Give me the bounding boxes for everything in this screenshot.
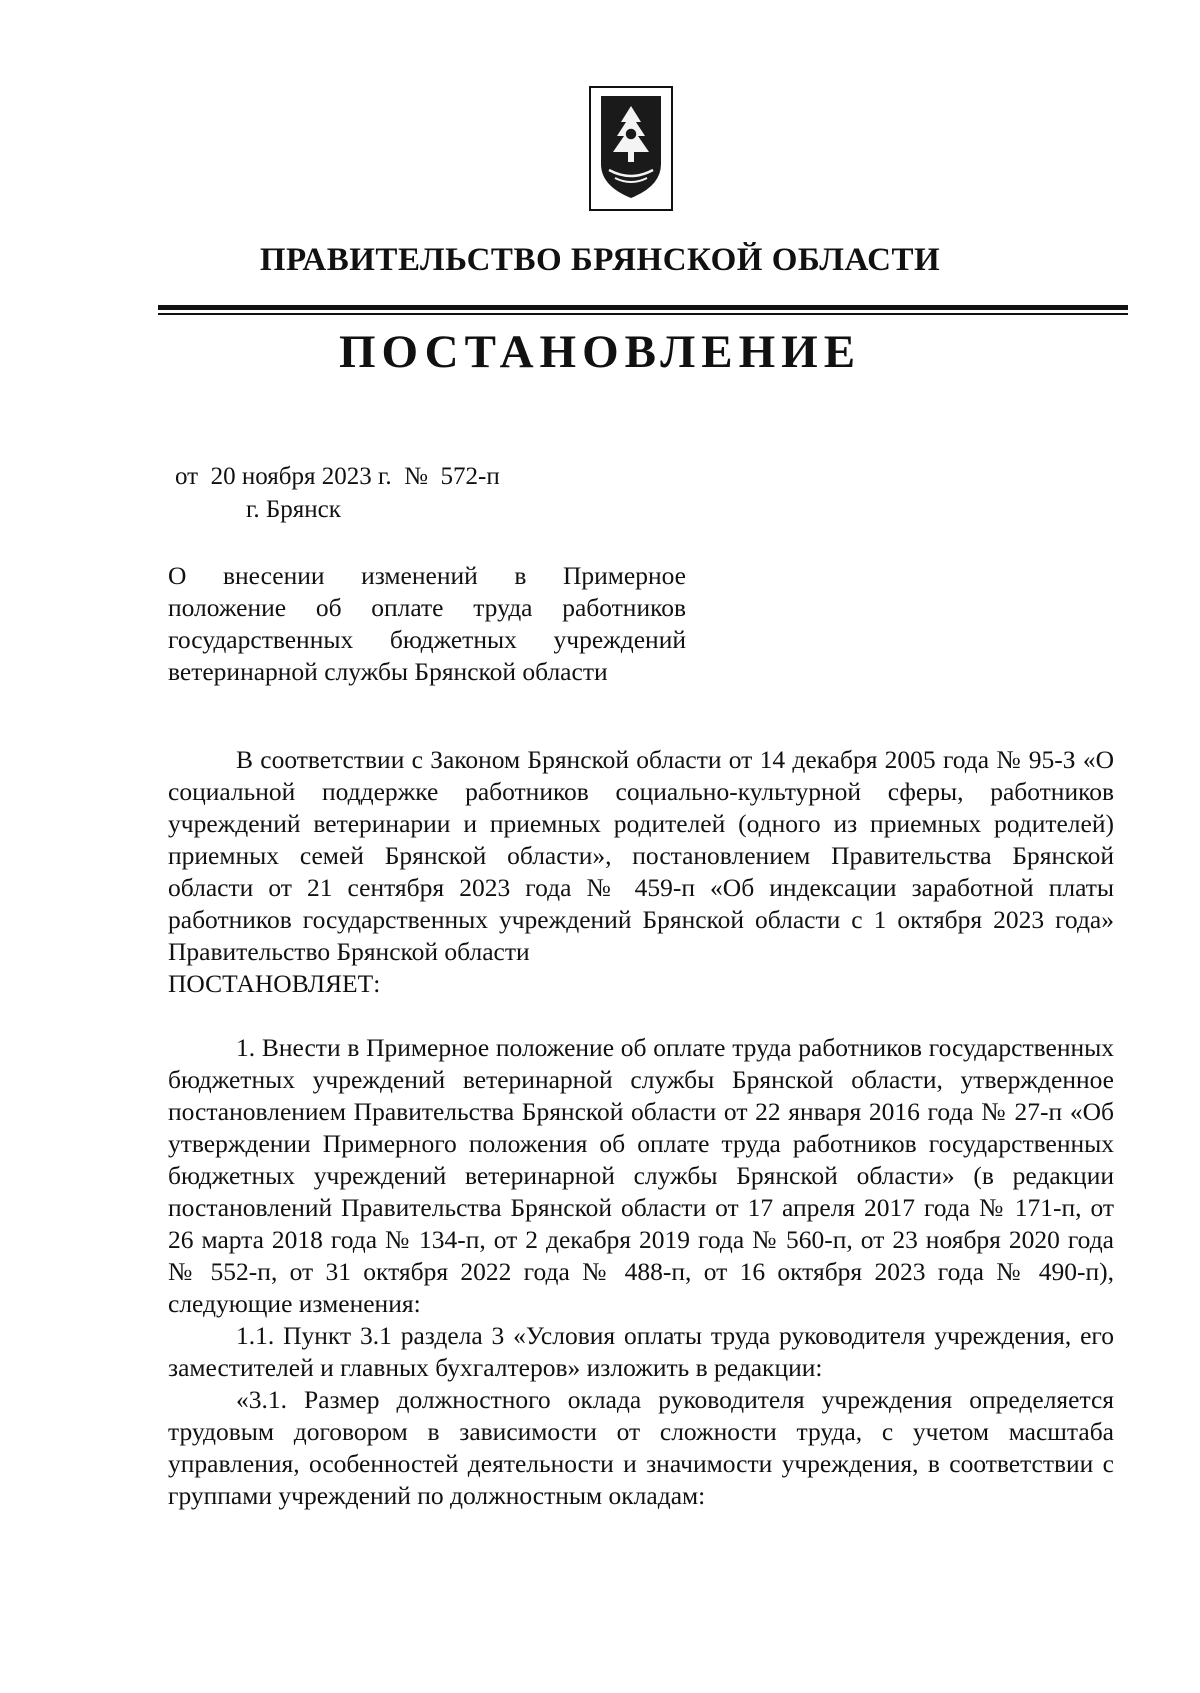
document-city: г. Брянск (246, 496, 341, 523)
document-dateline: от 20 ноября 2023 г. № 572-п (175, 463, 500, 490)
document-type-heading: ПОСТАНОВЛЕНИЕ (338, 326, 862, 378)
item-1-1-paragraph: 1.1. Пункт 3.1 раздела 3 «Условия оплаты труда руководителя учреждения, его заместителей и главных бухгалтеров» изложить в редакции: (168, 1321, 1114, 1382)
preamble-paragraph: В соответствии с Законом Брянской области от 14 декабря 2005 года № 95-З «О социальной поддержке работников социально-культурной сферы, работников учреждений ветеринарии и приемных родителей (одного из приемных родителей) приемных семей Брянской области», постановлением Правительства Брянской области от 21 сентября 2023 года № 459-п «Об индексации заработной платы работников государственных учреждений Брянской области с 1 октября 2023 года» Правительство Брянской области (168, 745, 1114, 966)
bryansk-coat-of-arms-icon (589, 86, 673, 211)
decree-word: ПОСТАНОВЛЯЕТ: (168, 969, 381, 998)
header-rule-thin (158, 313, 1128, 315)
document-subject: О внесении изменений в Примерное положение об оплате труда работников государственных бюджетных учреждений ветеринарной службы Брянской области (168, 561, 686, 686)
header-rule-thick (158, 305, 1128, 310)
document-body (168, 744, 1114, 1512)
organization-title: ПРАВИТЕЛЬСТВО БРЯНСКОЙ ОБЛАСТИ (259, 242, 941, 278)
item-3-1-paragraph: «3.1. Размер должностного оклада руководителя учреждения определяется трудовым договором в зависимости от сложности труда, с учетом масштаба управления, особенностей деятельности и значимости учреждения, в соответствии с группами учреждений по должностным окладам: (168, 1385, 1114, 1510)
item-1-paragraph: 1. Внести в Примерное положение об оплате труда работников государственных бюджетных учреждений ветеринарной службы Брянской области, утвержденное постановлением Правительства Брянской области от 22 января 2016 года № 27-п «Об утверждении Примерного положения об оплате труда работников государственных бюджетных учреждений ветеринарной службы Брянской области» (в редакции постановлений Правительства Брянской области от 17 апреля 2017 года № 171-п, от 26 марта 2018 года № 134-п, от 2 декабря 2019 года № 560-п, от 23 ноября 2020 года № 552-п, от 31 октября 2022 года № 488-п, от 16 октября 2023 года № 490-п), следующие изменения: (168, 1033, 1114, 1318)
